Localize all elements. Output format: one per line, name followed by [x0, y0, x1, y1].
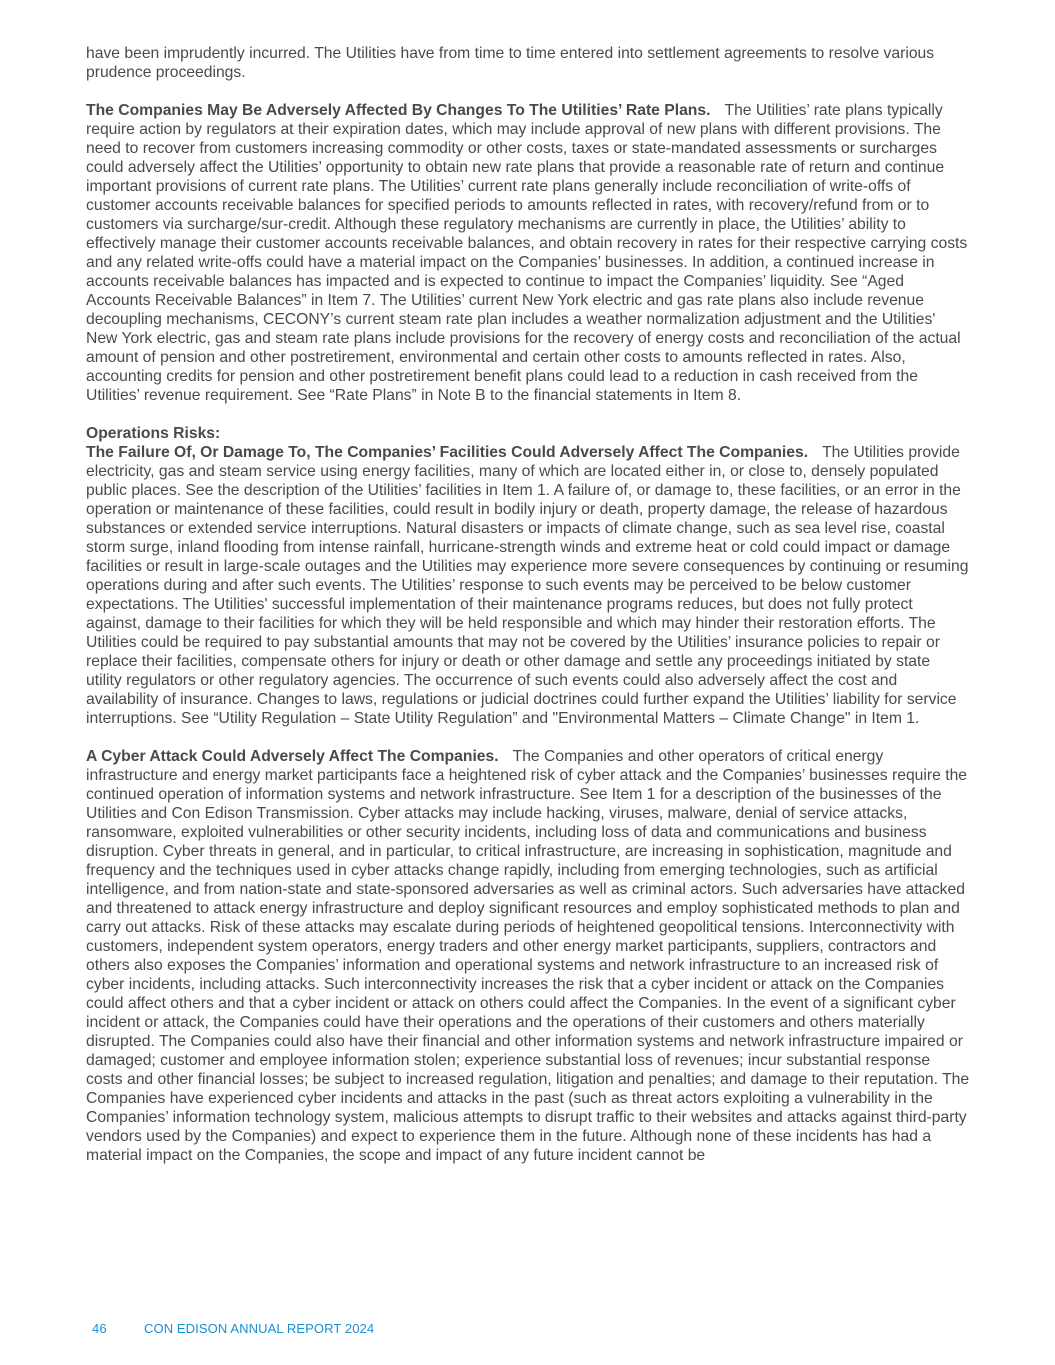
- rate-plans-paragraph: [86, 101, 970, 405]
- facilities-paragraph: [86, 443, 970, 728]
- facilities-text: The Utilities provide electricity, gas and steam service using energy facilities, many of which are located either in, or close to, densely populated public places. See the description of the Utilities’ facilities in Item 1. A failure of, or damage to, these facilities, or an error in the operation or maintenance of these facilities, could result in bodily injury or death, property damage, the release of hazardous substances or extended service interruptions. Natural disasters or impacts of climate change, such as sea level rise, coastal storm surge, inland flooding from intense rainfall, hurricane-strength winds and extreme heat or cold could impact or damage facilities or result in large-scale outages and the Utilities may experience more severe consequences by continuing or resuming operations during and after such events. The Utilities’ response to such events may be perceived to be below customer expectations. The Utilities' successful implementation of their maintenance programs reduces, but does not fully protect against, damage to their facilities for which they will be held responsible and which may hinder their restoration efforts. The Utilities could be required to pay substantial amounts that may not be covered by the Utilities’ insurance policies to repair or replace their facilities, compensate others for injury or death or other damage and settle any proceedings initiated by state utility regulators or other regulatory agencies. The occurrence of such events could also adversely affect the cost and availability of insurance. Changes to laws, regulations or judicial doctrines could further expand the Utilities’ liability for service interruptions. See “Utility Regulation – State Utility Regulation” and "Environmental Matters – Climate Change" in Item 1.: [86, 444, 969, 727]
- cyber-text: The Companies and other operators of critical energy infrastructure and energy market participants face a heightened risk of cyber attack and the Companies’ businesses require the continued operation of information systems and network infrastructure. See Item 1 for a description of the businesses of the Utilities and Con Edison Transmission. Cyber attacks may include hacking, viruses, malware, denial of service attacks, ransomware, exploited vulnerabilities or other security incidents, including loss of data and communications and business disruption. Cyber threats in general, and in particular, to critical infrastructure, are increasing in sophistication, magnitude and frequency and the techniques used in cyber attacks change rapidly, including from emerging technologies, such as artificial intelligence, and from nation-state and state-sponsored adversaries as well as criminal actors. Such adversaries have attacked and threatened to attack energy infrastructure and deploy significant resources and employ sophisticated methods to plan and carry out attacks. Risk of these attacks may escalate during periods of heightened geopolitical tensions. Interconnectivity with customers, independent system operators, energy traders and other energy market participants, suppliers, contractors and others also exposes the Companies’ information and operational systems and network infrastructure to an increased risk of cyber incidents, including attacks. Such interconnectivity increases the risk that a cyber incident or attack on the Companies could affect others and that a cyber incident or attack on others could affect the Companies. In the event of a significant cyber incident or attack, the Companies could have their operations and the operations of their customers and others materially disrupted. The Companies could also have their financial and other information systems and network infrastructure impaired or damaged; customer and employee information stolen; experience substantial loss of revenues; incur substantial response costs and other financial losses; be subject to increased regulation, litigation and penalties; and damage to their reputation. The Companies have experienced cyber incidents and attacks in the past (such as threat actors exploiting a vulnerability in the Companies’ information technology system, malicious attempts to disrupt traffic to their websites and attacks against third-party vendors used by the Companies) and expect to experience them in the future. Although none of these incidents has had a material impact on the Companies, the scope and impact of any future incident cannot be: [86, 748, 970, 1164]
- cyber-paragraph: [86, 747, 970, 1165]
- page-number: 46: [92, 1321, 107, 1336]
- facilities-heading: The Failure Of, Or Damage To, The Companies’ Facilities Could Adversely Affect The Companies.: [86, 444, 809, 461]
- intro-continuation-paragraph: have been imprudently incurred. The Utilities have from time to time entered into settlement agreements to resolve various prudence proceedings.: [86, 45, 935, 81]
- rate-plans-text: The Utilities’ rate plans typically require action by regulators at their expiration dates, which may include approval of new plans with different provisions. The need to recover from customers increasing commodity or other costs, taxes or state-mandated assessments or surcharges could adversely affect the Utilities’ opportunity to obtain new rate plans that provide a reasonable rate of return and continue important provisions of current rate plans. The Utilities’ current rate plans generally include reconciliation of write-offs of customer accounts receivable balances for specified periods to amounts reflected in rates, with recovery/refund from or to customers via surcharge/sur-credit. Although these regulatory mechanisms are currently in place, the Utilities’ ability to effectively manage their customer accounts receivable balances, and obtain recovery in rates for their respective carrying costs and any related write-offs could have a material impact on the Companies’ businesses. In addition, a continued increase in accounts receivable balances has impacted and is expected to continue to impact the Companies’ liquidity. See “Aged Accounts Receivable Balances” in Item 7. The Utilities’ current New York electric and gas rate plans also include revenue decoupling mechanisms, CECONY’s current steam rate plan includes a weather normalization adjustment and the Utilities' New York electric, gas and steam rate plans include provisions for the recovery of energy costs and reconciliation of the actual amount of pension and other postretirement, environmental and certain other costs to amounts reflected in rates. Also, accounting credits for pension and other postretirement benefit plans could lead to a reduction in cash received from the Utilities’ revenue requirement. See “Rate Plans” in Note B to the financial statements in Item 8.: [86, 102, 968, 404]
- page-footer: [92, 1321, 374, 1336]
- rate-plans-heading: The Companies May Be Adversely Affected By Changes To The Utilities’ Rate Plans.: [86, 102, 711, 119]
- cyber-heading: A Cyber Attack Could Adversely Affect The Companies.: [86, 748, 499, 765]
- report-title: CON EDISON ANNUAL REPORT 2024: [144, 1321, 375, 1336]
- operations-risks-heading: Operations Risks:: [86, 425, 221, 442]
- page-body: [86, 44, 970, 1184]
